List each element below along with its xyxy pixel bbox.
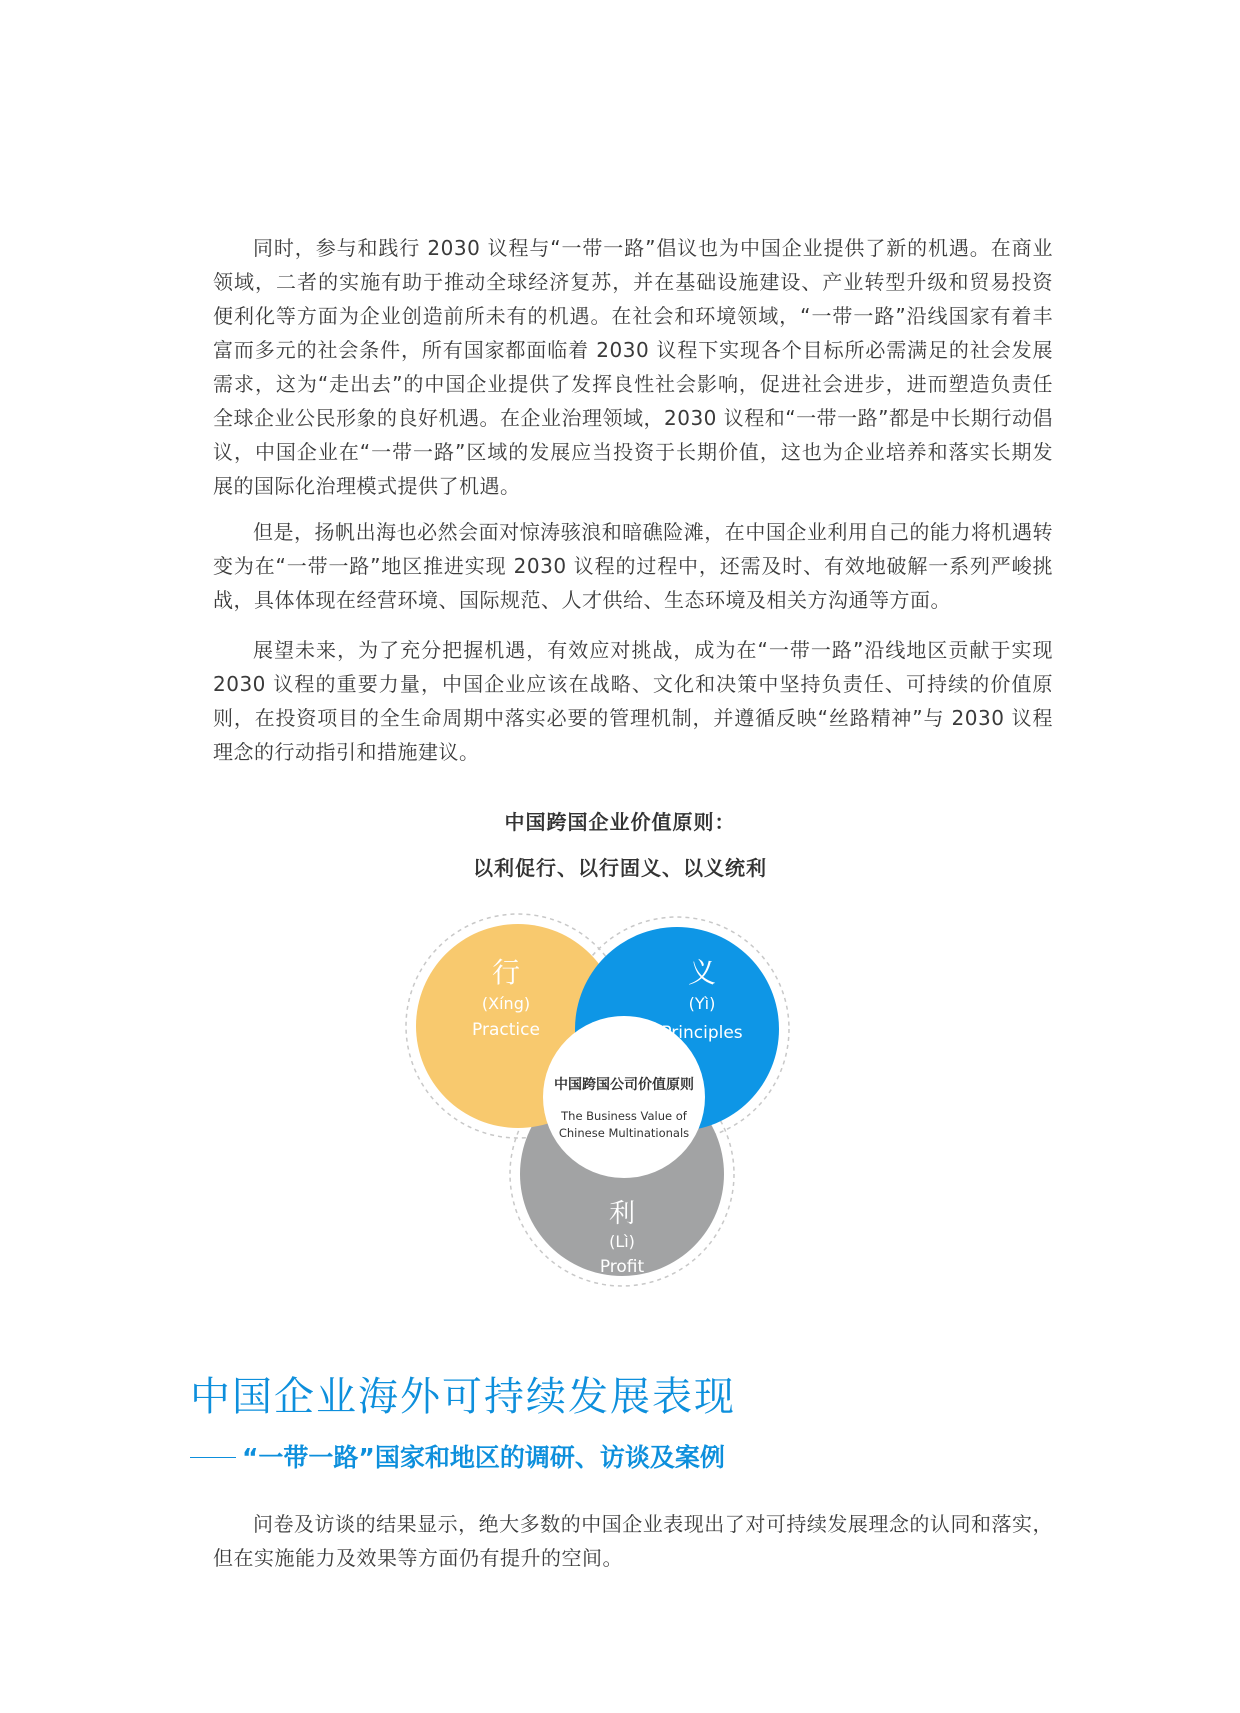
principles-char: 义: [687, 956, 717, 989]
profit-label: Profit: [599, 1257, 645, 1277]
practice-char: 行: [491, 956, 521, 989]
intro-paragraph-opportunities: 同时，参与和践行 2030 议程与“一带一路”倡议也为中国企业提供了新的机遇。在商业领域，二者的实施有助于推动全球经济复苏，并在基础设施建设、产业转型升级和贸易投资便利化等方面为企业创造前所未有的机遇。在社会和环境领域，“一带一路”沿线国家有着丰富而多元的社会条件，所有国家都面临着 2030 议程下实现各个目标所必需满足的社会发展需求，这为“走出去”的中国企业提供了发挥良性社会影响，促进社会进步，进而塑造负责任全球企业公民形象的良好机遇。在企业治理领域，2030 议程和“一带一路”都是中长期行动倡议，中国企业在“一带一路”区域的发展应当投资于长期价值，这也为企业培养和落实长期发展的国际化治理模式提供了机遇。: [213, 236, 1053, 498]
value-principles-venn-diagram: [400, 910, 860, 1310]
diagram-title: 中国跨国企业价值原则：: [504, 810, 736, 834]
paragraph-survey-results: 问卷及访谈的结果显示，绝大多数的中国企业表现出了对可持续发展理念的认同和落实，但在实施能力及效果等方面仍有提升的空间。: [213, 1512, 1053, 1570]
section-subtitle: “一带一路”国家和地区的调研、访谈及案例: [242, 1443, 725, 1472]
principles-pinyin: (Yì): [688, 994, 716, 1013]
center-title-en-line2: Chinese Multinationals: [558, 1126, 690, 1140]
practice-pinyin: (Xíng): [481, 994, 531, 1013]
diagram-subtitle: 以利促行、以行固义、以义统利: [473, 856, 767, 880]
practice-label: Practice: [472, 1020, 540, 1040]
center-title-cn: 中国跨国公司价值原则: [554, 1077, 694, 1093]
paragraph-challenges: 但是，扬帆出海也必然会面对惊涛骇浪和暗礁险滩，在中国企业利用自己的能力将机遇转变为在“一带一路”地区推进实现 2030 议程的过程中，还需及时、有效地破解一系列严峻挑战，具体体现在经营环境、国际规范、人才供给、生态环境及相关方沟通等方面。: [213, 520, 1053, 612]
section-title: 中国企业海外可持续发展表现: [190, 1374, 736, 1420]
center-title-en-line1: The Business Value of: [561, 1109, 687, 1123]
paragraph-outlook: 展望未来，为了充分把握机遇，有效应对挑战，成为在“一带一路”沿线地区贡献于实现 2030 议程的重要力量，中国企业应该在战略、文化和决策中坚持负责任、可持续的价值原则，在投资项目的全生命周期中落实必要的管理机制，并遵循反映“丝路精神”与 2030 议程理念的行动指引和措施建议。: [213, 638, 1053, 764]
profit-pinyin: (Lì): [609, 1232, 635, 1251]
subtitle-dash-line: [190, 1457, 236, 1458]
principles-label: Principles: [661, 1023, 743, 1043]
profit-char: 利: [608, 1199, 636, 1229]
